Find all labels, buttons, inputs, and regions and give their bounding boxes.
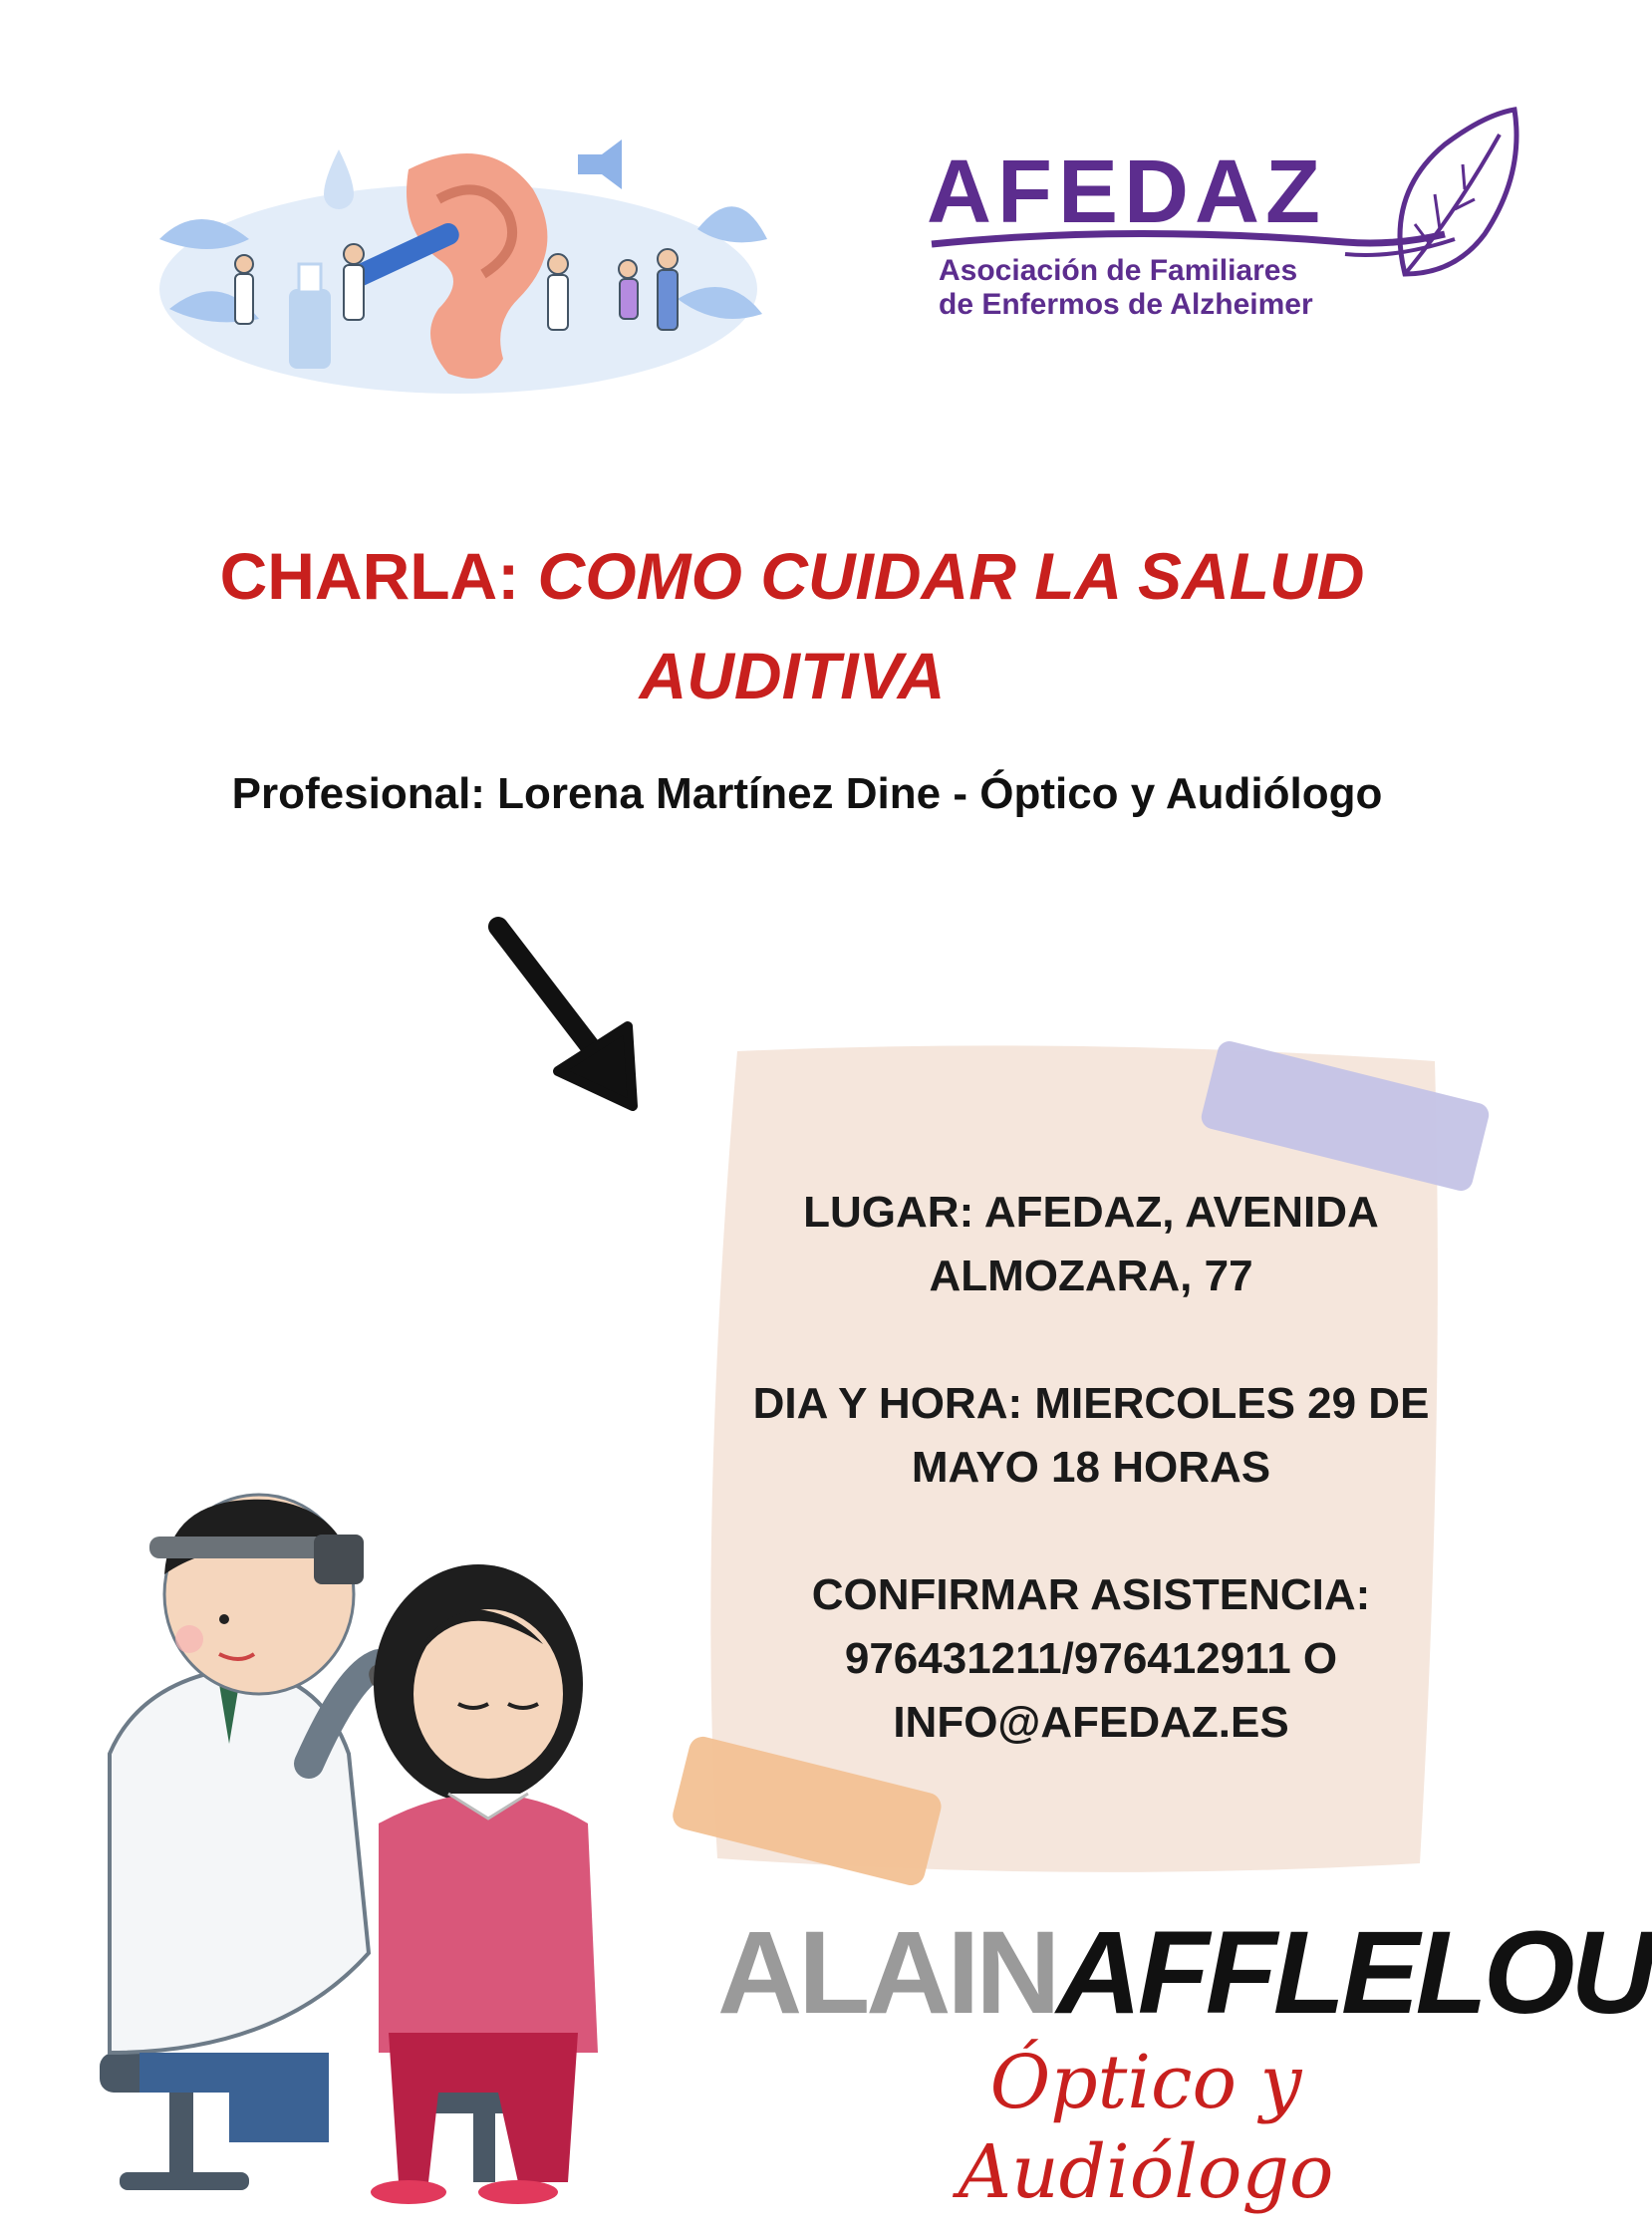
- brand-afflelou: AFFLELOU: [1056, 1907, 1652, 2039]
- leaf-icon: [1375, 105, 1524, 304]
- event-datetime: DIA Y HORA: MIERCOLES 29 DE MAYO 18 HORAS: [752, 1379, 1430, 1492]
- event-confirmation: [697, 1563, 1485, 1755]
- afedaz-subtitle-line1: Asociación de Familiares: [939, 254, 1298, 287]
- event-location: LUGAR: AFEDAZ, AVENIDA ALMOZARA, 77: [803, 1188, 1379, 1300]
- afedaz-wordmark: AFEDAZ: [927, 142, 1326, 242]
- brand-alain: ALAIN: [717, 1907, 1057, 2039]
- afedaz-subtitle-line2: de Enfermos de Alzheimer: [939, 288, 1313, 321]
- arrow-down-right-icon: [478, 912, 658, 1121]
- confirm-phones: 976431211/976412911 O: [844, 1634, 1338, 1683]
- event-info: [697, 1181, 1485, 1755]
- ear-exam-illustration: [80, 1495, 717, 2202]
- professional-line: Profesional: Lorena Martínez Dine - Óptico y Audiólogo: [231, 769, 1383, 818]
- afedaz-subtitle: [939, 254, 1313, 322]
- afedaz-logo: [927, 105, 1524, 334]
- brand-tagline: Óptico y Audiólogo: [958, 2040, 1334, 2215]
- ear-care-illustration: [139, 140, 777, 399]
- headline-prefix: CHARLA:: [219, 539, 520, 613]
- confirm-label: CONFIRMAR ASISTENCIA:: [811, 1570, 1371, 1619]
- alain-afflelou-logo: [717, 1907, 1652, 2039]
- headline-topic: COMO CUIDAR LA SALUD AUDITIVA: [537, 539, 1365, 712]
- confirm-email: INFO@AFEDAZ.ES: [893, 1698, 1289, 1747]
- headline: [139, 526, 1445, 725]
